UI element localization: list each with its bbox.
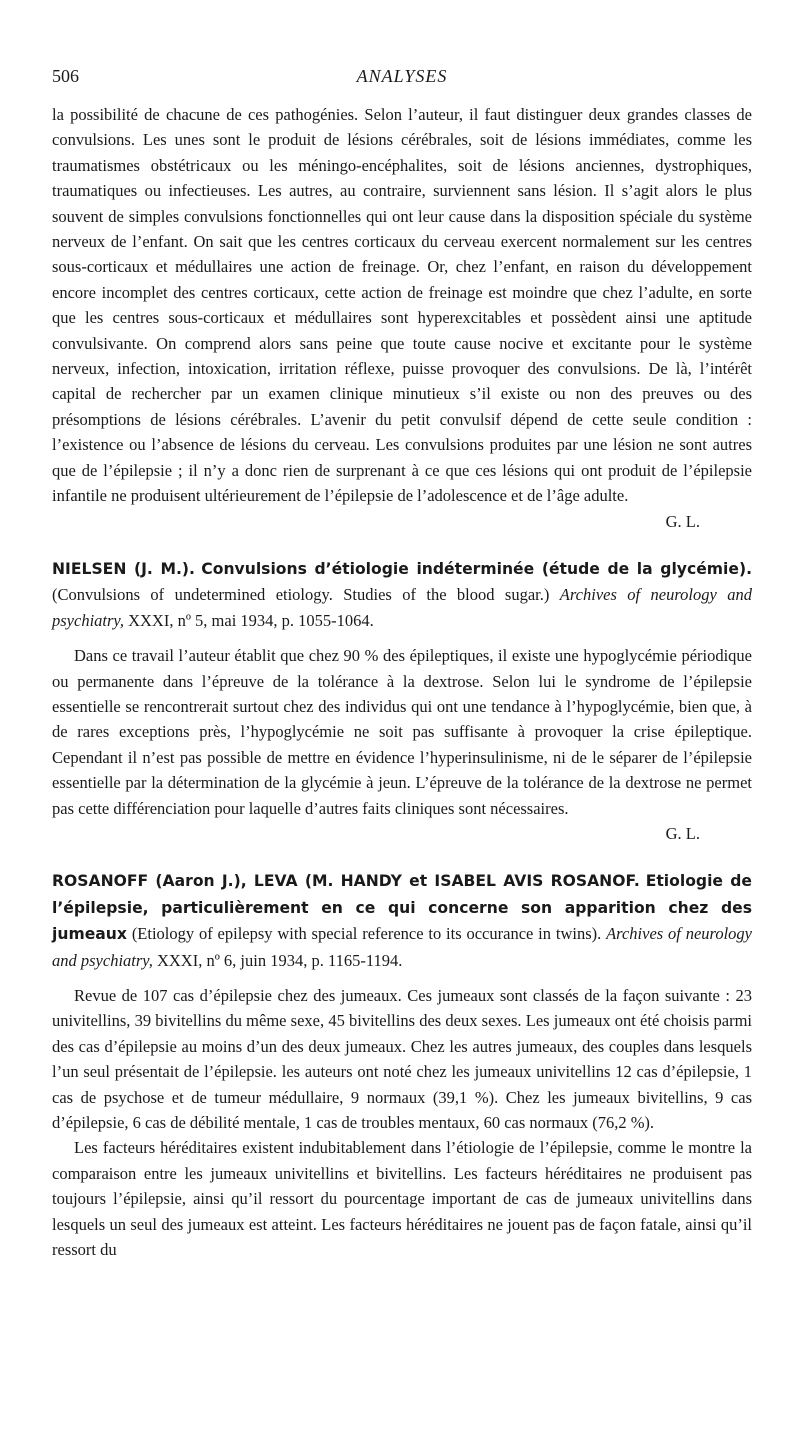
- review-2-signature: G. L.: [665, 823, 700, 843]
- review-1-body: la possibilité de chacune de ces pathogénies. Selon l’auteur, il faut distinguer deux grandes classes de convulsions. Les unes sont le produit de lésions cérébrales, soit de lésions immédiates, comme les traumatismes obstétricaux ou les méningo-encéphalites, soit de lésions anciennes, dystrophiques, traumatiques ou infectieuses. Les autres, au contraire, surviennent sans lésion. Il s’agit alors le plus souvent de simples convulsions fonctionnelles qui ont leur cause dans la disposition spéciale du système nerveux de l’enfant. On sait que les centres corticaux du cerveau exercent normalement sur les centres sous-corticaux et médullaires une action de freinage. Or, chez l’enfant, en raison du développement encore incomplet des centres corticaux, cette action de freinage est moindre que chez l’adulte, en sorte que les centres sous-corticaux et médullaires sont hyperexcitables et possèdent ainsi une aptitude convulsivante. On comprend alors sans peine que toute cause nocive et excitante pour le système nerveux, infection, intoxication, irritation réflexe, puisse provoquer des convulsions. De là, l’intérêt capital de rechercher par un examen clinique minutieux s’il existe ou non des preuves ou des présomptions de lésions cérébrales. L’avenir du petit convulsif dépend de cette seule condition : l’existence ou l’absence de lésions du cerveau. Les convulsions produites par une lésion ne sont autres que de l’épilepsie ; il n’y a donc rien de surprenant à ce que ces lésions qui ont produit de l’épilepsie infantile ne produisent ultérieurement de l’épilepsie de l’adolescence et de l’âge adulte.: [52, 105, 752, 506]
- review-2-body: Dans ce travail l’auteur établit que chez 90 % des épileptiques, il existe une hypoglycémie périodique ou permanente dans l’épreuve de la tolérance à la dextrose. Selon lui le syndrome de l’épilepsie essentielle se rencontrerait surtout chez des individus qui ont une tendance à l’hypoglycémie, bien que, à de rares exceptions près, l’hypoglycémie ne soit pas suffisante à provoquer la crise épileptique. Cependant il n’est pas possible de mettre en évidence l’hyperinsulinisme, ni de le séparer de l’épilepsie essentielle par la détermination de la glycémie à jeun. L’épreuve de la tolérance de la dextrose ne permet pas cette différenciation pour laquelle d’autres faits cliniques sont nécessaires.: [52, 646, 752, 818]
- review-3-translation: (Etiology of epilepsy with special reference to its occurance in twins).: [131, 924, 602, 944]
- review-3-paragraph-1: Revue de 107 cas d’épilepsie chez des jumeaux. Ces jumeaux sont classés de la façon suivante : 23 univitellins, 39 bivitellins du même sexe, 45 bivitellins des deux sexes. Les jumeaux ont été choisis parmi des cas d’épilepsie au moins d’un des deux jumeaux. Chez les autres jumeaux, des couples dans lesquels l’un seul présentait de l’épilepsie. les auteurs ont noté chez les jumeaux univitellins 12 cas d’épilepsie, 1 cas de psychose et de tumeur médullaire, 9 normaux (39,1 %). Chez les jumeaux bivitellins, 9 cas d’épilepsie, 6 cas de débilité mentale, 1 cas de troubles mentaux, 60 cas normaux (76,2 %).: [52, 986, 752, 1133]
- page-number: 506: [52, 66, 79, 86]
- review-2-title: Convulsions d’étiologie indéterminée (étude de la glycémie).: [201, 559, 753, 578]
- review-3-reference: XXXI, nº 6, juin 1934, p. 1165-1194.: [156, 950, 403, 970]
- page-header: [52, 66, 752, 88]
- review-2-authors: NIELSEN (J. M.).: [52, 559, 195, 578]
- review-2-citation: [52, 556, 752, 633]
- review-1-signature: G. L.: [665, 511, 700, 531]
- article-body: [52, 102, 752, 1262]
- review-2-translation: (Convulsions of undetermined etiology. Studies of the blood sugar.): [52, 585, 550, 605]
- review-3-title: Etiologie de l’épilepsie, particulièrement en ce qui concerne son apparition chez des jumeaux: [52, 872, 752, 944]
- review-3-citation: [52, 868, 752, 973]
- review-2-reference: XXXI, nº 5, mai 1934, p. 1055-1064.: [128, 610, 374, 630]
- review-3-journal: Archives of neurology and psychiatry,: [52, 924, 752, 970]
- running-title: ANALYSES: [356, 66, 448, 86]
- review-3-authors: ROSANOFF (Aaron J.), LEVA (M. HANDY et ISABEL AVIS ROSANOF.: [52, 872, 640, 891]
- review-3-paragraph-2: Les facteurs héréditaires existent indubitablement dans l’étiologie de l’épilepsie, comme le montre la comparaison entre les jumeaux univitellins et bivitellins. Les facteurs héréditaires ne produisent pas toujours l’épilepsie, ainsi qu’il ressort du pourcentage important de cas de jumeaux univitellins dans lesquels un seul des jumeaux est atteint. Les facteurs héréditaires ne jouent pas de façon fatale, ainsi qu’il ressort du: [52, 1138, 752, 1260]
- review-2-journal: Archives of neurology and psychiatry,: [52, 585, 752, 630]
